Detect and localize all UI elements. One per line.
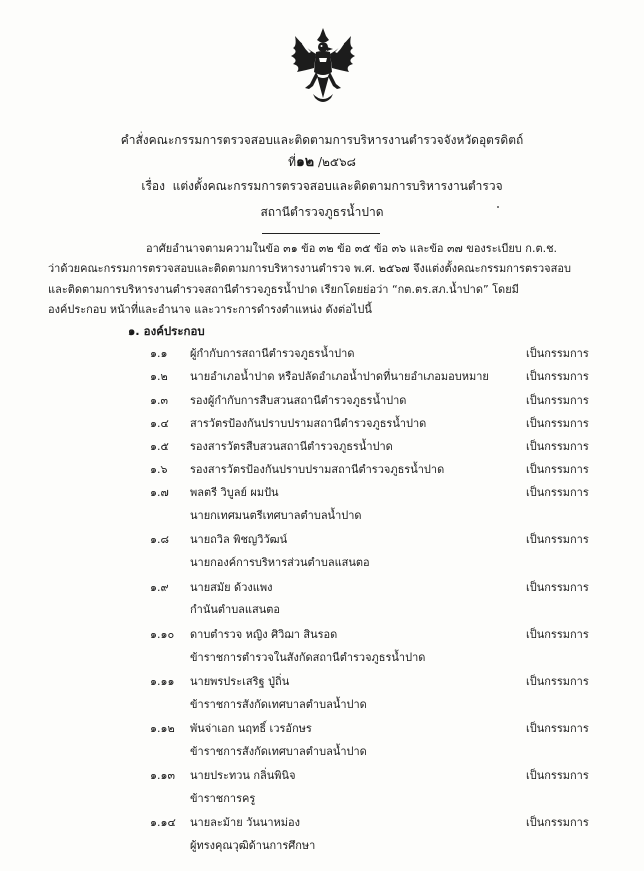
member-number: ๑.๖ (150, 463, 168, 476)
member-row (0, 484, 644, 502)
member-name: นายพรประเสริฐ ปู่ถิ่น (190, 675, 290, 688)
member-position: ผู้ทรงคุณวุฒิด้านการศึกษา (190, 839, 316, 852)
member-name: นายสมัย ด้วงแพง (190, 581, 273, 594)
member-name: พันจ่าเอก นฤทธิ์ เวรอักษร (190, 722, 312, 735)
order-number-line (0, 154, 644, 170)
member-number: ๑.๗ (150, 486, 169, 499)
member-row (0, 461, 644, 479)
member-role: เป็นกรรมการ (526, 440, 589, 453)
body-paragraph-line-4: องค์ประกอบ หน้าที่และอำนาจ และวาระการดำรงตำแหน่ง ดังต่อไปนี้ (48, 303, 372, 316)
member-number: ๑.๑๑ (150, 675, 175, 688)
garuda-emblem-icon (283, 26, 363, 106)
subject-line-2: สถานีตำรวจภูธรน้ำปาด (260, 205, 384, 219)
member-role: เป็นกรรมการ (526, 394, 589, 407)
member-position: กำนันตำบลแสนตอ (190, 603, 280, 616)
member-role: เป็นกรรมการ (526, 463, 589, 476)
member-row (0, 345, 644, 363)
member-number: ๑.๕ (150, 440, 169, 453)
member-role: เป็นกรรมการ (526, 370, 589, 383)
order-prefix: ที่ (288, 155, 297, 169)
member-row (0, 392, 644, 410)
member-role: เป็นกรรมการ (526, 769, 589, 782)
member-position: ข้าราชการสังกัดเทศบาลตำบลน้ำปาด (190, 745, 367, 758)
member-row (0, 579, 644, 597)
member-title: ผู้กำกับการสถานีตำรวจภูธรน้ำปาด (190, 347, 355, 360)
member-row (0, 368, 644, 386)
member-position: ข้าราชการตำรวจในสังกัดสถานีตำรวจภูธรน้ำปาด (190, 651, 426, 664)
speck (497, 206, 499, 208)
member-position: นายกองค์การบริหารส่วนตำบลแสนตอ (190, 556, 370, 569)
member-title: นายอำเภอน้ำปาด หรือปลัดอำเภอน้ำปาดที่นายอำเภอมอบหมาย (190, 370, 489, 383)
section-heading: ๑. องค์ประกอบ (128, 324, 205, 338)
member-role: เป็นกรรมการ (526, 722, 589, 735)
body-paragraph-line-3: และติดตามการบริหารงานตำรวจสถานีตำรวจภูธรน้ำปาด เรียกโดยย่อว่า “กต.ตร.สภ.น้ำปาด” โดยมี (48, 283, 519, 296)
member-role: เป็นกรรมการ (526, 486, 589, 499)
member-number: ๑.๑๒ (150, 722, 175, 735)
member-number: ๑.๙ (150, 581, 169, 594)
subject-text: แต่งตั้งคณะกรรมการตรวจสอบและติดตามการบริหารงานตำรวจ (172, 179, 503, 193)
body-paragraph-line-2: ว่าด้วยคณะกรรมการตรวจสอบและติดตามการบริหารงานตำรวจ พ.ศ. ๒๕๖๗ จึงแต่งตั้งคณะกรรมการตรวจสอบ (48, 262, 571, 275)
member-name: นายถวิล พิชญวิวัฒน์ (190, 533, 288, 546)
member-name: นายประทวน กลิ่นพินิจ (190, 769, 296, 782)
order-year: /๒๕๖๘ (314, 155, 356, 169)
member-title: รองสารวัตรสืบสวนสถานีตำรวจภูธรน้ำปาด (190, 440, 393, 453)
member-title: รองสารวัตรป้องกันปราบปรามสถานีตำรวจภูธรน้ำปาด (190, 463, 445, 476)
member-role: เป็นกรรมการ (526, 533, 589, 546)
member-role: เป็นกรรมการ (526, 675, 589, 688)
header-divider (262, 233, 380, 234)
member-number: ๑.๑๐ (150, 628, 175, 641)
member-number: ๑.๑ (150, 347, 168, 360)
member-name: พลตรี วิบูลย์ ผมปัน (190, 486, 279, 499)
member-position: นายกเทศมนตรีเทศบาลตำบลน้ำปาด (190, 509, 362, 522)
member-number: ๑.๔ (150, 417, 169, 430)
member-number: ๑.๘ (150, 533, 169, 546)
subject-label: เรื่อง (141, 179, 165, 193)
member-number: ๑.๑๓ (150, 769, 175, 782)
member-row (0, 626, 644, 644)
member-row (0, 720, 644, 738)
member-title: รองผู้กำกับการสืบสวนสถานีตำรวจภูธรน้ำปาด (190, 394, 407, 407)
member-role: เป็นกรรมการ (526, 417, 589, 430)
member-row (0, 673, 644, 691)
member-row (0, 767, 644, 785)
body-paragraph-line-1: อาศัยอำนาจตามความในข้อ ๓๑ ข้อ ๓๒ ข้อ ๓๕ ข้อ ๓๖ และข้อ ๓๗ ของระเบียบ ก.ต.ช. (146, 242, 558, 255)
member-number: ๑.๑๔ (150, 816, 176, 829)
member-role: เป็นกรรมการ (526, 816, 589, 829)
member-row (0, 438, 644, 456)
member-position: ข้าราชการสังกัดเทศบาลตำบลน้ำปาด (190, 698, 367, 711)
subject-line (0, 178, 644, 194)
member-position: ข้าราชการครู (190, 792, 256, 805)
member-number: ๑.๓ (150, 394, 168, 407)
member-role: เป็นกรรมการ (526, 628, 589, 641)
member-row (0, 415, 644, 433)
order-title: คำสั่งคณะกรรมการตรวจสอบและติดตามการบริหารงานตำรวจจังหวัดอุตรดิตถ์ (120, 133, 524, 147)
member-title: สารวัตรป้องกันปราบปรามสถานีตำรวจภูธรน้ำปาด (190, 417, 427, 430)
member-row (0, 814, 644, 832)
member-name: ดาบตำรวจ หญิง ศิวิฌา สินรอด (190, 628, 338, 641)
member-name: นายละม้าย วันนาหม่อง (190, 816, 301, 829)
member-role: เป็นกรรมการ (526, 347, 589, 360)
member-number: ๑.๒ (150, 370, 168, 383)
order-number: ๑๒ (296, 154, 315, 170)
member-row (0, 531, 644, 549)
member-role: เป็นกรรมการ (526, 581, 589, 594)
